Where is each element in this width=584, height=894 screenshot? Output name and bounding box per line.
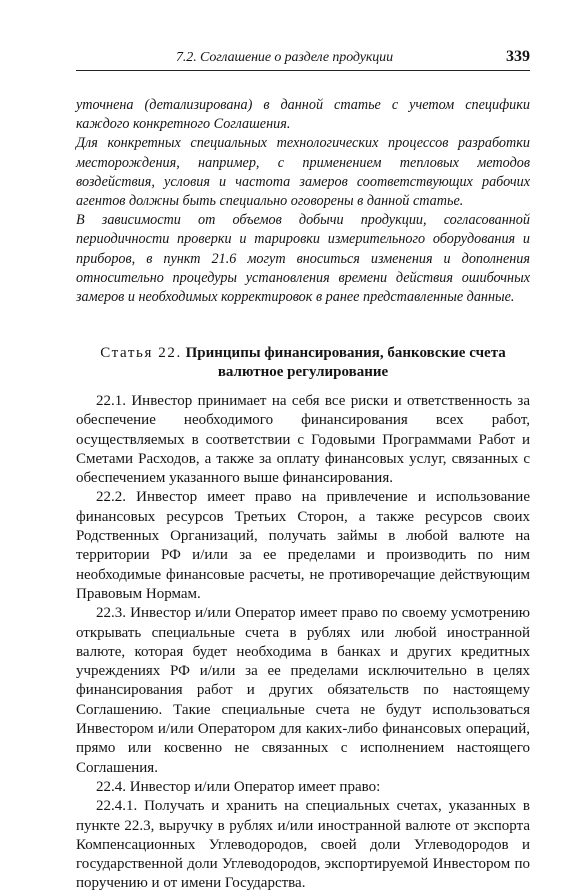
commentary-paragraph: уточнена (детализирована) в данной статье с учетом специфики каждого конкретного Соглашения. — [76, 97, 530, 133]
article-number: Статья 22. — [100, 345, 182, 361]
running-header — [76, 48, 530, 68]
clause-paragraph: 22.4. Инвестор и/или Оператор имеет право: — [96, 778, 381, 795]
article-body — [76, 392, 530, 894]
clause-paragraph: 22.4.1. Получать и хранить на специальных счетах, указанных в пункте 22.3, выручку в рублях и/или иностранной валюте от экспорта Компенсационных Углеводородов, своей доли Углеводородов и государственной доли Углеводородов, экспортируемой Инвестором по поручению и от имени Государства. — [76, 798, 530, 892]
header-rule — [76, 70, 530, 71]
clause-paragraph: 22.2. Инвестор имеет право на привлечение и использование финансовых ресурсов Третьих Сторон, а также ресурсов своих Родственных Организаций, получать займы в любой валюте на территории РФ и/или за ее пределами и производить по ним необходимые финансовые расчеты, не противоречащие действующим Правовым Нормам. — [76, 489, 530, 602]
article-heading — [76, 344, 530, 382]
page-number: 339 — [506, 48, 530, 65]
clause-paragraph: 22.3. Инвестор и/или Оператор имеет право по своему усмотрению открывать специальные счета в рублях или любой иностранной валюте, которая будет необходима в банках и других кредитных учреждениях РФ и/или за ее пределами исключительно в целях финансирования работ и других обязательств по настоящему Соглашению. Такие специальные счета не будут использоваться Инвестором и/или Оператором для каких-либо финансовых операций, прямо или косвенно не связанных с исполнением настоящего Соглашения. — [76, 605, 530, 776]
commentary-paragraph: Для конкретных специальных технологических процессов разработки месторождения, например, с применением тепловых методов воздействия, условия и частота замеров соответствующих рабочих агентов должны быть специально оговорены в данной статье. — [76, 135, 530, 210]
clause-paragraph: 22.1. Инвестор принимает на себя все риски и ответственность за обеспечение необходимого финансирования всех работ, осуществляемых в соответствии с Годовыми Программами Работ и Сметами Расходов, а также за оплату финансовых услуг, связанных с обеспечением указанного выше финансирования. — [76, 393, 530, 487]
commentary-block — [76, 96, 530, 307]
running-header-title: 7.2. Соглашение о разделе продукции — [176, 50, 393, 65]
article-title: Принципы финансирования, банковские счета валютное регулирование — [185, 345, 506, 380]
commentary-paragraph: В зависимости от объемов добычи продукции, согласованной периодичности проверки и тарировки измерительного оборудования и приборов, в пункт 21.6 могут вноситься изменения и дополнения относительно процедуры установления времени действия ошибочных замеров и необходимых корректировок в ранее представленные данные. — [76, 212, 530, 306]
